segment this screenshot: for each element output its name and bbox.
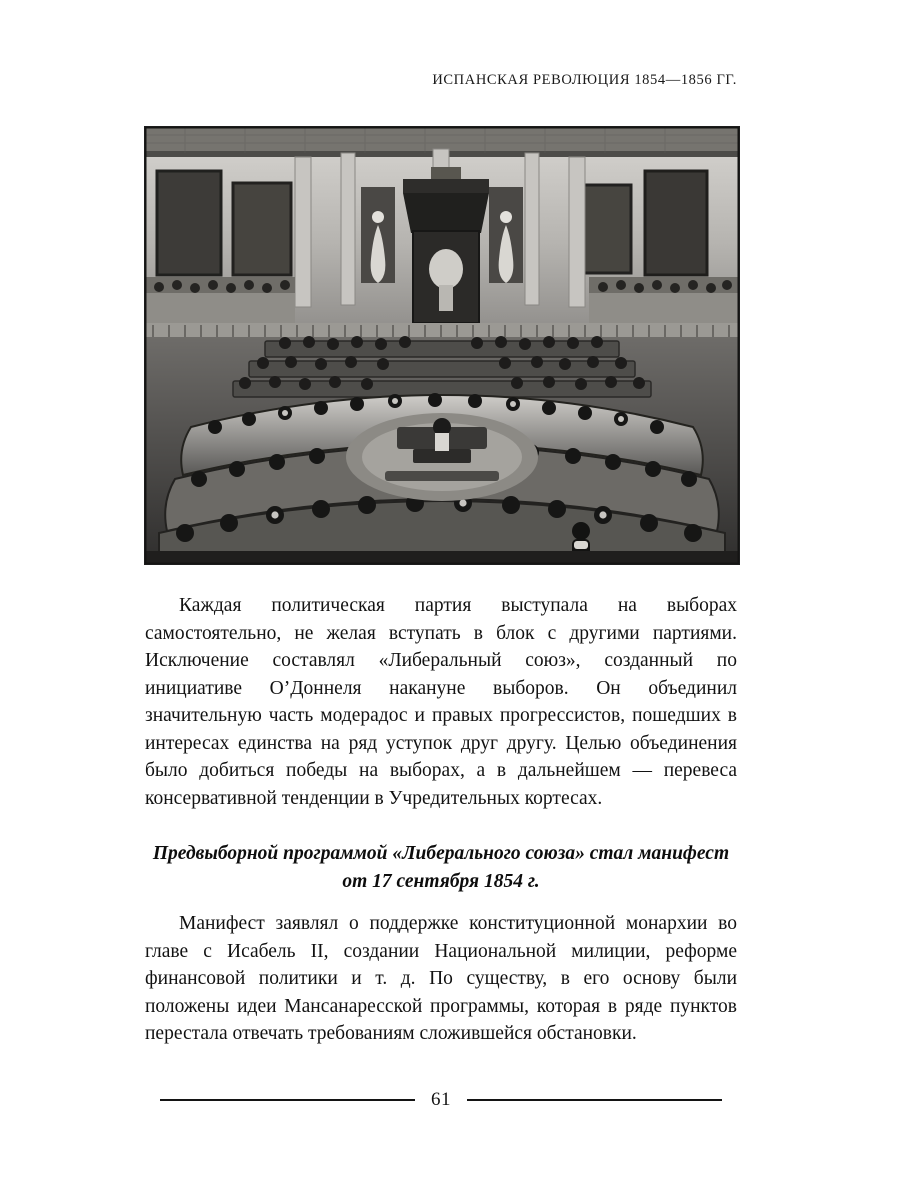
page-number: 61 — [431, 1089, 451, 1110]
folio — [160, 1089, 722, 1111]
section-subheading: Предвыборной программой «Либерального союза» стал манифест от 17 сентября 1854 г. — [152, 843, 730, 892]
paragraph-two — [145, 910, 737, 1048]
paragraph-one-text: Каждая политическая партия выступала на выборах самостоятельно, не желая вступать в блок с другими партиями. Исключение составлял «Либеральный союз», созданный по инициативе О’Доннеля накануне выборов. Он объединил значительную часть модерадос и правых прогрессистов, пошедших в интересах единства на ряд уступок друг другу. Целью объединения было добиться победы на выборах, а в дальнейшем — перевеса консервативной тенденции в Учредительных кортесах. — [145, 595, 737, 809]
running-head — [145, 72, 737, 89]
running-head-text: ИСПАНСКАЯ РЕВОЛЮЦИЯ 1854—1856 ГГ. — [432, 72, 737, 88]
folio-rule-left — [160, 1099, 415, 1101]
folio-rule-right — [467, 1099, 722, 1101]
paragraph-two-text: Манифест заявлял о поддержке конституционной монархии во главе с Исабель II, создании Национальной милиции, реформе финансовой политики и т. д. По существу, в его основу были положены идеи Мансанаресской программы, которая в ряде пунктов перестала отвечать требованиям сложившейся обстановки. — [145, 913, 737, 1044]
parliament-photo-graphic — [145, 127, 739, 564]
parliament-photo — [144, 126, 740, 565]
paragraph-one — [145, 592, 737, 812]
